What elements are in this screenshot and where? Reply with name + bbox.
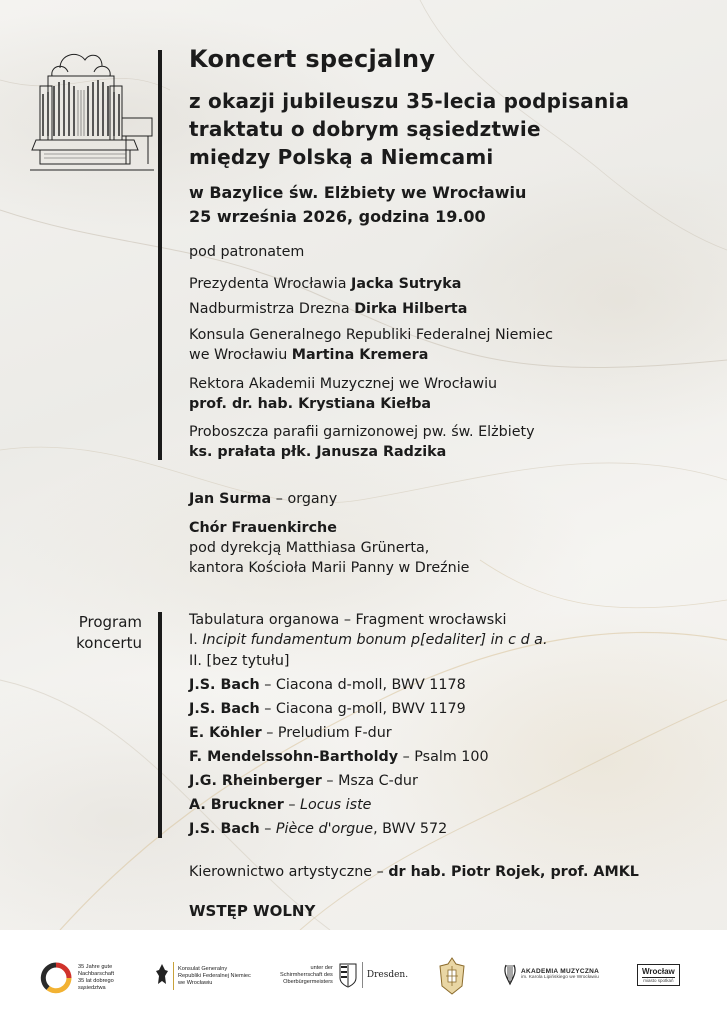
organ-illustration xyxy=(30,46,155,176)
wroclaw-wordmark: Wrocław xyxy=(642,967,675,976)
wroclaw-slogan: miasto spotkań xyxy=(643,978,674,983)
program-piece xyxy=(189,819,447,839)
artistic-direction-label: Kierownictwo artystyczne – xyxy=(189,864,389,880)
free-admission: WSTĘP WOLNY xyxy=(189,902,316,920)
program-piece xyxy=(189,747,489,767)
program-tabulature-title: Tabulatura organowa – Fragment wrocławski xyxy=(189,612,507,628)
patron-name: prof. dr. hab. Krystiana Kiełba xyxy=(189,396,432,412)
program-label-line: koncertu xyxy=(76,634,142,652)
composer: F. Mendelssohn-Bartholdy xyxy=(189,749,399,765)
separator: – xyxy=(283,797,301,813)
program-tabulature-item xyxy=(189,630,548,650)
patron-name: Dirka Hilberta xyxy=(354,301,468,317)
item-number: I. xyxy=(189,632,203,648)
patron-title: Rektora Akademii Muzycznej we Wrocławiu xyxy=(189,376,498,392)
organist-name: Jan Surma xyxy=(189,491,272,507)
parish-emblem-icon xyxy=(437,956,467,996)
venue-block xyxy=(189,181,526,229)
patron-name: Martina Kremera xyxy=(291,347,429,363)
program-piece xyxy=(189,699,466,719)
consulate-logo xyxy=(155,962,251,990)
jubilee-logo xyxy=(40,962,114,994)
vertical-rule-top xyxy=(158,50,162,460)
item-title: Incipit fundamentum bonum p[edaliter] in c d a. xyxy=(202,632,548,648)
patron-item xyxy=(189,374,497,414)
separator: – xyxy=(398,749,415,765)
date-time: 25 września 2026, godzina 19.00 xyxy=(189,207,486,226)
work-catalogue: , BWV 572 xyxy=(373,821,448,837)
patronage-intro: pod patronatem xyxy=(189,244,305,260)
patron-title: Konsula Generalnego Republiki Federalnej Niemiec xyxy=(189,327,553,343)
german-eagle-icon xyxy=(155,962,169,990)
academy-name: AKADEMIA MUZYCZNA xyxy=(521,968,600,975)
separator: – xyxy=(321,773,339,789)
dresden-wordmark: Dresden. xyxy=(366,970,409,980)
patron-title: Nadburmistrza Drezna xyxy=(189,301,355,317)
separator: – xyxy=(261,725,278,741)
venue: w Bazylice św. Elżbiety we Wrocławiu xyxy=(189,183,527,202)
program-label-line: Program xyxy=(78,613,142,631)
program-label xyxy=(60,612,142,654)
dresden-patron-text: unter der Schirmherrschaft des Oberbürgermeisters xyxy=(280,964,333,985)
organist-role: – organy xyxy=(271,491,338,507)
patron-item xyxy=(189,325,553,365)
choir-name: Chór Frauenkirche xyxy=(189,520,337,536)
program-tabulature-item: II. [bez tytułu] xyxy=(189,653,290,669)
patron-item xyxy=(189,422,535,462)
jubilee-emblem-icon xyxy=(40,962,72,994)
program-piece xyxy=(189,723,392,743)
academy-logo xyxy=(503,962,599,986)
composer: J.S. Bach xyxy=(189,701,260,717)
concert-subtitle xyxy=(189,87,629,171)
composer: A. Bruckner xyxy=(189,797,284,813)
parish-logo xyxy=(437,956,467,996)
program-piece xyxy=(189,771,418,791)
dresden-crest-icon xyxy=(338,962,358,988)
subtitle-line: z okazji jubileuszu 35-lecia podpisania xyxy=(189,89,630,113)
vertical-rule-program xyxy=(158,612,162,838)
choir xyxy=(189,518,469,578)
program-piece xyxy=(189,795,371,815)
logo-divider xyxy=(362,962,363,988)
work: Preludium F-dur xyxy=(277,725,392,741)
patron-title: Prezydenta Wrocławia xyxy=(189,276,351,292)
lyre-icon xyxy=(503,962,517,986)
organist xyxy=(189,489,337,509)
separator: – xyxy=(259,821,276,837)
composer: J.G. Rheinberger xyxy=(189,773,322,789)
academy-subtitle: im. Karola Lipińskiego we Wrocławiu xyxy=(521,975,599,980)
patron-title: Proboszcza parafii garnizonowej pw. św. Elżbiety xyxy=(189,424,535,440)
choir-director: pod dyrekcją Matthiasa Grünerta, xyxy=(189,540,430,556)
subtitle-line: traktatu o dobrym sąsiedztwie xyxy=(189,117,541,141)
subtitle-line: między Polską a Niemcami xyxy=(189,145,494,169)
composer: J.S. Bach xyxy=(189,677,260,693)
consulate-logo-text: Konsulat Generalny Republiki Federalnej Niemiec we Wrocławiu xyxy=(178,965,251,986)
patron-item xyxy=(189,299,467,319)
flag-stripe xyxy=(173,962,174,990)
work: Locus iste xyxy=(300,797,372,813)
patron-title: we Wrocławiu xyxy=(189,347,292,363)
choir-director-title: kantora Kościoła Marii Panny w Dreźnie xyxy=(189,560,470,576)
work: Msza C-dur xyxy=(338,773,418,789)
concert-title: Koncert specjalny xyxy=(189,45,436,73)
separator: – xyxy=(259,677,276,693)
sponsor-footer xyxy=(0,930,727,1024)
composer: J.S. Bach xyxy=(189,821,260,837)
work: Pièce d'orgue xyxy=(275,821,374,837)
jubilee-logo-text: 35 Jahre gute Nachbarschaft 35 lat dobrego sąsiedztwa xyxy=(78,964,115,991)
patron-item xyxy=(189,274,461,294)
program-piece xyxy=(189,675,466,695)
separator: – xyxy=(259,701,276,717)
artistic-director: dr hab. Piotr Rojek, prof. AMKL xyxy=(388,864,639,880)
artistic-direction xyxy=(189,862,639,882)
composer: E. Köhler xyxy=(189,725,262,741)
work: Ciacona d-moll, BWV 1178 xyxy=(275,677,466,693)
patron-name: Jacka Sutryka xyxy=(351,276,462,292)
work: Psalm 100 xyxy=(414,749,489,765)
wroclaw-logo xyxy=(637,964,680,986)
patron-name: ks. prałata płk. Janusza Radzika xyxy=(189,444,447,460)
work: Ciacona g-moll, BWV 1179 xyxy=(275,701,466,717)
dresden-logo xyxy=(280,962,408,988)
